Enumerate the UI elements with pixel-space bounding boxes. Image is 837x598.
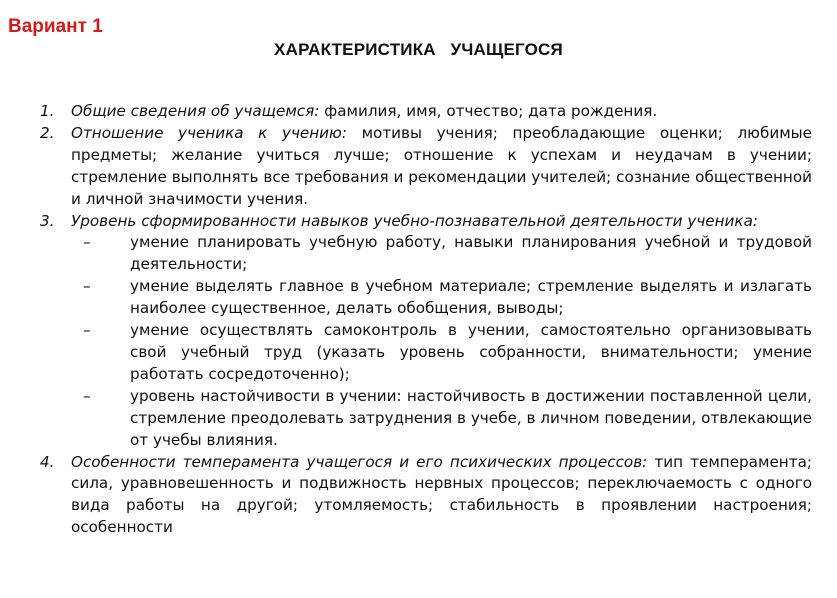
dash-bullet: – [83,321,91,340]
sub-list-item [40,232,812,276]
sub-list-item [40,276,812,320]
sub-item-text: умение осуществлять самоконтроль в учении, самостоятельно организовывать свой учебный труд (указать уровень собранности, внимательности; умение работать сосредоточенно); [130,321,812,383]
dash-bullet: – [83,277,91,296]
characteristics-list [40,101,812,539]
item-number: 3. [40,211,55,230]
list-item [40,123,812,211]
page-title: ХАРАКТЕРИСТИКА УЧАЩЕГОСЯ [274,40,563,59]
item-lead: Особенности темперамента учащегося и его психических процессов: [71,452,648,471]
sub-item-text: умение выделять главное в учебном материале; стремление выделять и излагать наиболее существенное, делать обобщения, выводы; [130,277,812,318]
item-number: 1. [40,102,55,120]
list-item [40,101,812,123]
list-item [40,452,812,540]
dash-bullet: – [83,233,91,252]
sub-list-item [40,320,812,386]
sub-item-text: умение планировать учебную работу, навыки планирования учебной и трудовой деятельности; [130,233,812,274]
list-item [40,211,812,233]
item-number: 2. [40,123,55,142]
item-text: фамилия, имя, отчество; дата рождения. [319,102,658,120]
sub-list-item [40,386,812,452]
dash-bullet: – [83,386,91,405]
variant-label: Вариант 1 [8,16,103,37]
item-lead: Общие сведения об учащемся: [71,102,320,120]
item-lead: Уровень сформированности навыков учебно-познавательной деятельности ученика: [71,211,759,230]
item-text: тип темперамента; сила, уравновешенность и подвижность нервных процессов; переключаемость с одного вида работы на другой; утомляемость; стабильность в проявлении настроения; особенности [71,452,812,537]
item-number: 4. [40,452,55,471]
item-text: мотивы учения; преобладающие оценки; любимые предметы; желание учиться лучше; отношение к успехам и неудачам в учении; стремление выполнять все требования и рекомендации учителей; сознание общественной и личной значимости учения. [71,123,812,208]
sub-list [40,232,812,451]
sub-item-text: уровень настойчивости в учении: настойчивость в достижении поставленной цели, стремление преодолевать затруднения в учебе, в личном поведении, отвлекающие от учебы влияния. [130,386,812,449]
item-lead: Отношение ученика к учению: [71,123,347,142]
